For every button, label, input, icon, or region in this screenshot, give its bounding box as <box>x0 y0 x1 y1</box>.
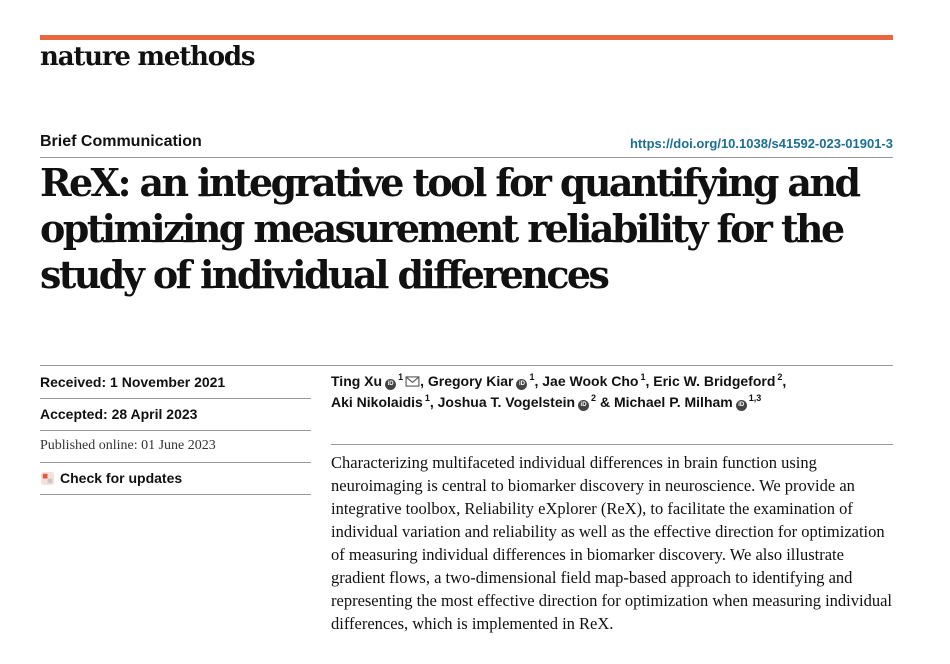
author-name-text: Eric W. Bridgeford <box>653 373 776 389</box>
affiliation-number: 1 <box>529 372 535 383</box>
author-name[interactable] <box>438 394 610 410</box>
author-separator: , <box>782 373 787 389</box>
author-name[interactable] <box>614 394 761 410</box>
published-date: Published online: 01 June 2023 <box>40 438 216 453</box>
author-separator: & <box>596 394 611 410</box>
accepted-date: Accepted: 28 April 2023 <box>40 406 198 422</box>
author-name-text: Ting Xu <box>331 373 383 389</box>
abstract: Characterizing multifaceted individual differences in brain function using neuroimaging is central to biomarker discovery in neuroscience. We provide an integrative toolbox, Reliability eXplorer (ReX), to facilitate the examination of individual variation and reliability as well as the effective direction for optimization of measuring individual differences in biomarker discovery. We also illustrate gradient flows, a two-dimensional field map-based approach to identifying and representing the most effective direction for optimization when measuring individual differences, which is implemented in ReX. <box>331 453 892 633</box>
affiliation-number: 1 <box>424 393 430 404</box>
orcid-icon[interactable]: iD <box>385 379 396 390</box>
abstract-divider <box>331 444 893 445</box>
doi-link[interactable]: https://doi.org/10.1038/s41592-023-01901-3 <box>629 136 893 151</box>
check-updates-label: Check for updates <box>60 470 183 486</box>
orcid-icon[interactable]: iD <box>736 400 747 411</box>
author-separator: , <box>420 373 424 389</box>
orcid-icon[interactable]: iD <box>516 379 527 390</box>
date-divider <box>40 430 311 431</box>
date-divider <box>40 398 311 399</box>
author-name[interactable] <box>331 394 434 410</box>
author-name[interactable] <box>331 373 424 389</box>
header-divider <box>40 157 893 158</box>
date-divider <box>40 462 311 463</box>
author-separator: , <box>534 373 539 389</box>
meta-divider <box>40 365 893 366</box>
author-name-text: Jae Wook Cho <box>542 373 639 389</box>
author-name[interactable] <box>428 373 539 389</box>
check-for-updates-button[interactable] <box>40 470 182 486</box>
author-separator: , <box>429 394 434 410</box>
author-list <box>331 371 891 413</box>
affiliation-number: 1 <box>398 372 404 383</box>
received-date: Received: 1 November 2021 <box>40 374 226 390</box>
author-name-text: Aki Nikolaidis <box>331 394 423 410</box>
affiliation-number: 2 <box>777 372 783 383</box>
article-type: Brief Communication <box>40 133 202 150</box>
email-icon[interactable] <box>405 376 420 387</box>
journal-accent-bar <box>40 35 893 40</box>
author-name-text: Gregory Kiar <box>427 373 514 389</box>
affiliation-number: 1 <box>640 372 646 383</box>
author-name[interactable] <box>542 373 649 389</box>
article-title: ReX: an integrative tool for quantifying and optimizing measurement reliability for the study of individual differences <box>40 160 859 297</box>
journal-logo[interactable]: nature methods <box>40 42 255 72</box>
orcid-icon[interactable]: iD <box>578 400 589 411</box>
author-name-text: Joshua T. Vogelstein <box>437 394 576 410</box>
affiliation-number: 2 <box>591 393 597 404</box>
check-updates-icon <box>40 471 55 486</box>
author-name[interactable] <box>653 373 786 389</box>
author-separator: , <box>645 373 650 389</box>
author-name-text: Michael P. Milham <box>613 394 733 410</box>
date-divider <box>40 494 311 495</box>
affiliation-number: 1,3 <box>748 393 762 404</box>
